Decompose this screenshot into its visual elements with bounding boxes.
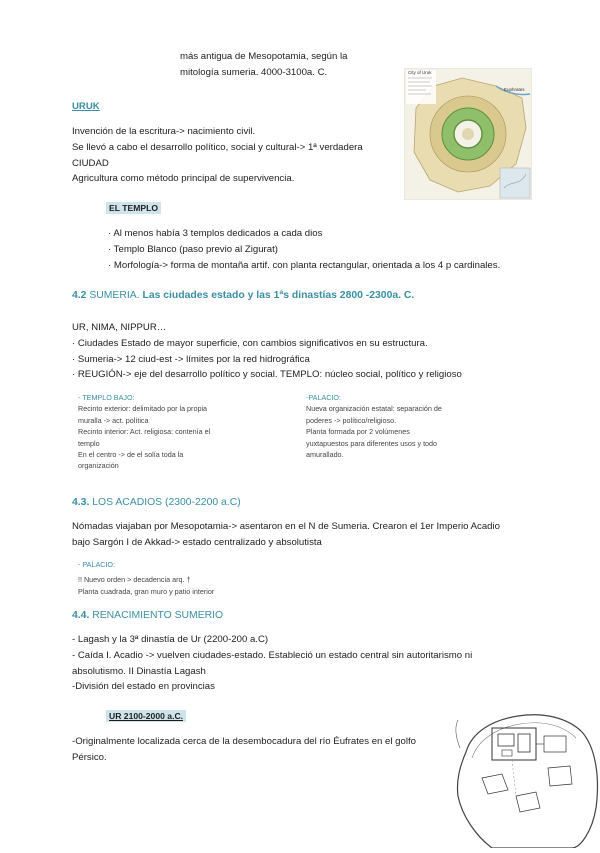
notes-palacio-line-2: poderes -> político/religioso. xyxy=(306,415,397,425)
uruk-body xyxy=(72,124,402,187)
renacimiento-num: 4.4. xyxy=(72,610,90,621)
section-acadios-title xyxy=(72,497,241,508)
templo-item-1: · Al menos había 3 templos dedicados a cada dios xyxy=(108,228,323,239)
acadios-num: 4.3. xyxy=(72,497,90,508)
templo-item-2: · Templo Blanco (paso previo al Zigurat) xyxy=(108,243,278,255)
ur-heading-text: UR 2100-2000 a.C. xyxy=(109,711,184,721)
notes-palacio xyxy=(306,392,471,460)
renacimiento-body xyxy=(72,632,552,695)
acadios-line-2: bajo Sargón I de Akkad-> estado centralizado y absolutista xyxy=(72,536,322,548)
uruk-heading xyxy=(72,101,100,112)
notes-palacio-acadio xyxy=(78,559,298,597)
sumeria-title-bold: Las ciudades estado y las 1ªs dinastías 2800 -2300a. C. xyxy=(142,290,415,301)
section-renacimiento-title xyxy=(72,610,223,621)
templo-heading: EL TEMPLO xyxy=(106,202,161,214)
uruk-heading-text: URUK xyxy=(72,101,100,112)
intro-text xyxy=(180,49,398,81)
ur-line-1: -Originalmente localizada cerca de la desembocadura del río Éufrates en el golfo xyxy=(72,736,416,747)
notes-templo-bajo xyxy=(78,392,248,472)
ur-body xyxy=(72,734,452,766)
notes-templo-bajo-line-1: Recinto exterior: delimitado por la propia xyxy=(78,404,208,414)
renacimiento-line-3: absolutismo. II Dinastía Lagash xyxy=(72,665,206,677)
uruk-line-2: Se llevó a cabo el desarrollo político, social y cultural-> 1ª verdadera xyxy=(72,141,363,153)
sumeria-num: 4.2 xyxy=(72,290,87,301)
notes-templo-bajo-title: - TEMPLO BAJO: xyxy=(78,393,135,402)
notes-palacio-line-4: yuxtapuestos para diferentes usos y todo xyxy=(306,438,438,448)
notes-templo-bajo-line-4: templo xyxy=(78,438,100,448)
uruk-map-legend-title: City of Uruk xyxy=(408,70,432,75)
renacimiento-title: RENACIMIENTO SUMERIO xyxy=(92,610,224,621)
ur-plan-image xyxy=(452,708,600,848)
notes-templo-bajo-line-2: muralla -> act. política xyxy=(78,415,149,425)
renacimiento-line-4: -División del estado en provincias xyxy=(72,681,215,693)
notes-palacio-line-1: Nueva organización estatal: separación de xyxy=(306,404,442,414)
uruk-line-3: CIUDAD xyxy=(72,157,109,169)
sumeria-line-2: · Ciudades Estado de mayor superficie, con cambios significativos en su estructura. xyxy=(72,337,428,349)
uruk-line-1: Invención de la escritura-> nacimiento civil. xyxy=(72,126,256,137)
sumeria-title-light: SUMERIA. xyxy=(89,290,140,301)
section-sumeria-title xyxy=(72,290,414,301)
intro-line-2: mitología sumeria. 4000-3100a. C. xyxy=(180,66,328,78)
notes-templo-bajo-line-6: organización xyxy=(78,461,119,471)
notes-templo-bajo-line-5: En el centro -> de el solía toda la xyxy=(78,450,184,460)
notes-palacio-acadio-line-1: !! Nuevo orden > decadencia arq. † xyxy=(78,575,191,585)
notes-templo-bajo-line-3: Recinto interior: Act. religiosa: contenía el xyxy=(78,427,211,437)
notes-palacio-acadio-line-2: Planta cuadrada, gran muro y patio interior xyxy=(78,586,215,596)
renacimiento-line-2: - Caída I. Acadio -> vuelven ciudades-estado. Estableció un estado central sin autoritarismo ni xyxy=(72,649,473,661)
renacimiento-line-1: - Lagash y la 3ª dinastía de Ur (2200-200 a.C) xyxy=(72,634,269,645)
sumeria-line-1: UR, NIMA, NIPPUR… xyxy=(72,322,167,333)
uruk-line-4: Agricultura como método principal de supervivencia. xyxy=(72,173,295,185)
acadios-body xyxy=(72,519,552,551)
ur-heading xyxy=(106,710,186,722)
ur-city-plan xyxy=(452,708,600,848)
notes-palacio-title: -PALACIO: xyxy=(306,393,342,402)
notes-palacio-acadio-title: - PALACIO: xyxy=(78,560,116,569)
ur-line-2: Pérsico. xyxy=(72,751,107,763)
sumeria-line-3: · Sumeria-> 12 ciud-est -> límites por la red hidrográfica xyxy=(72,353,310,365)
notes-palacio-line-5: amurallado. xyxy=(306,450,344,460)
templo-item-3: · Morfología-> forma de montaña artif. con planta rectangular, orientada a los 4 p cardinales. xyxy=(108,259,501,271)
sumeria-line-4: · REUGIÓN-> eje del desarrollo político y social. TEMPLO: núcleo social, político y religioso xyxy=(72,369,462,381)
templo-list xyxy=(108,226,548,273)
intro-line-1: más antigua de Mesopotamia, según la xyxy=(180,51,348,62)
sumeria-body xyxy=(72,320,542,383)
acadios-line-1: Nómadas viajaban por Mesopotamia-> asentaron en el N de Sumeria. Crearon el 1er Imperio Acadio xyxy=(72,521,500,532)
acadios-title: LOS ACADIOS (2300-2200 a.C) xyxy=(92,497,241,508)
uruk-map-river-label: Euphrates xyxy=(504,87,525,92)
uruk-city-map xyxy=(404,68,532,200)
notes-palacio-line-3: Planta formada por 2 volúmenes xyxy=(306,427,410,437)
